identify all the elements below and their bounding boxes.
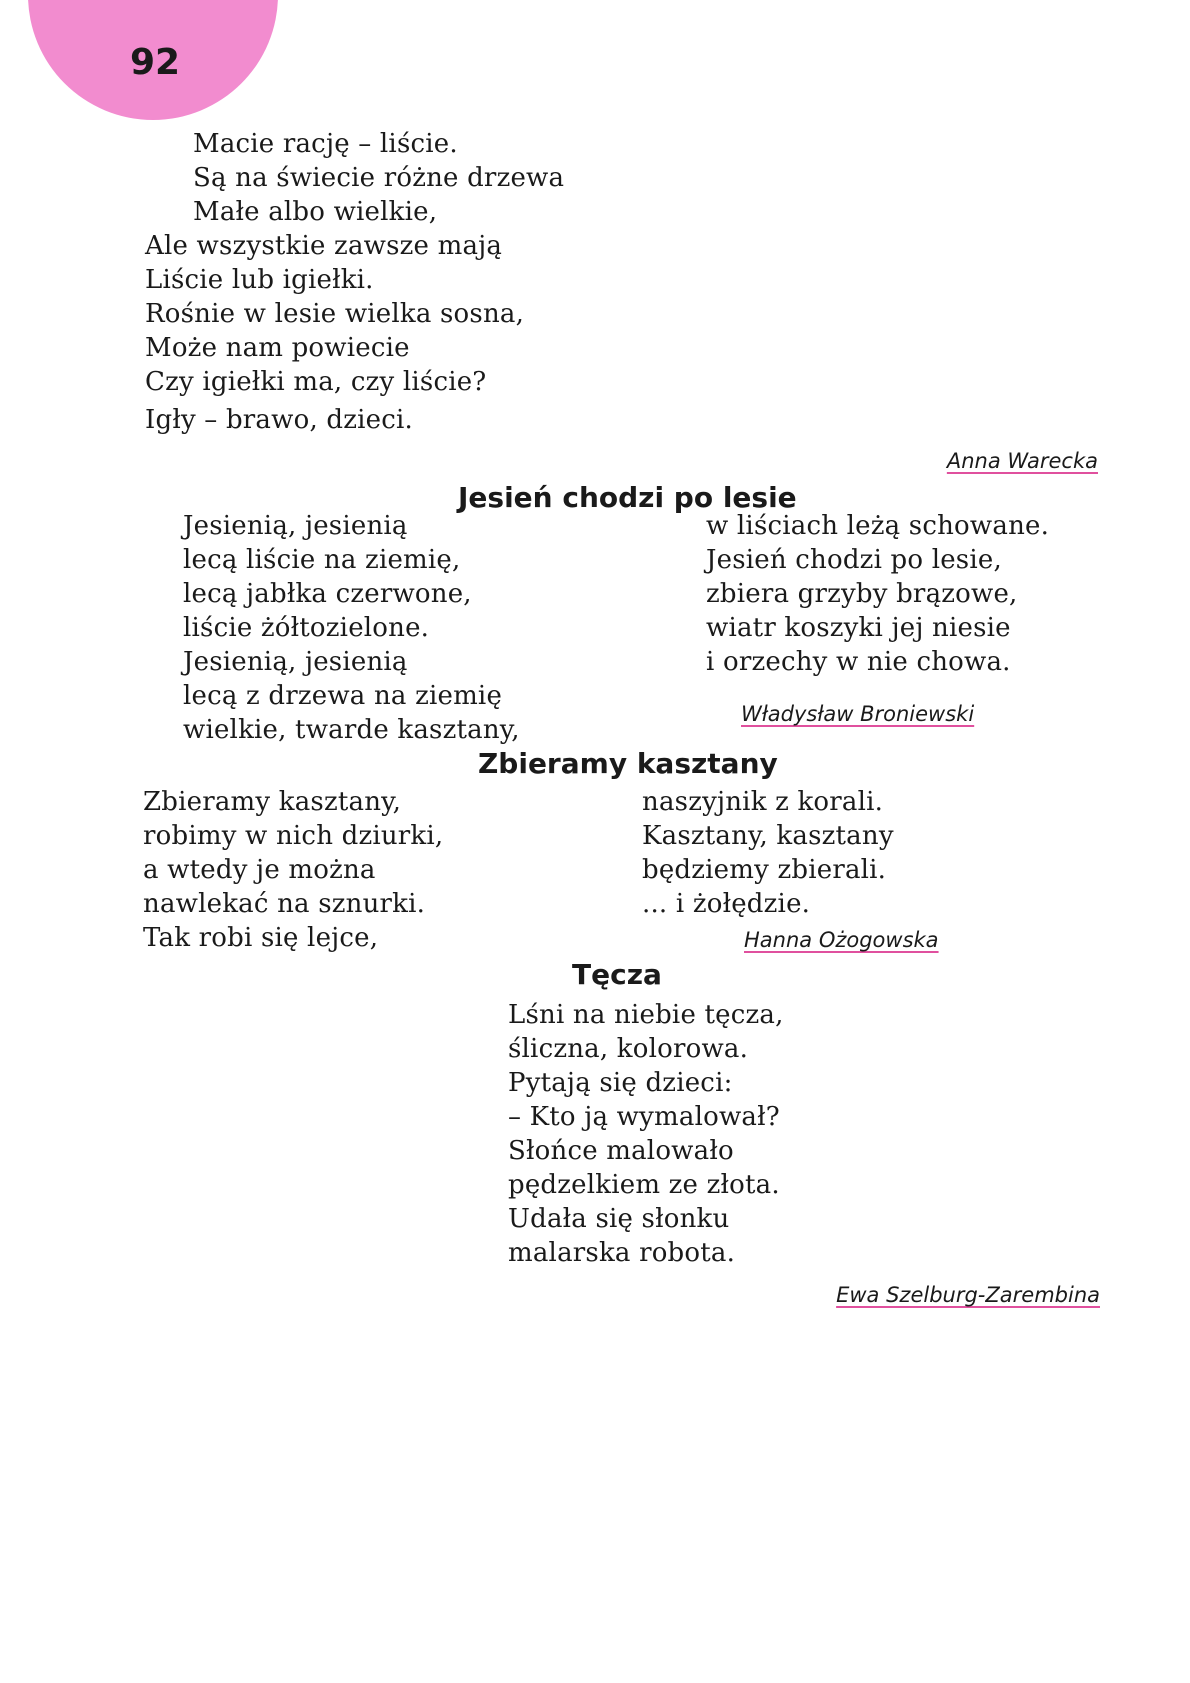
poem1-line: Czy igiełki ma, czy liście? [145, 367, 487, 397]
poem2-left-column [183, 509, 520, 747]
poem3-line: ... i żołędzie. [642, 889, 811, 919]
poem2-line: Jesień chodzi po lesie, [706, 545, 1002, 575]
poem2-line: w liściach leżą schowane. [706, 511, 1050, 541]
poem4-line: Pytają się dzieci: [508, 1068, 733, 1098]
poem3-line: Zbieramy kasztany, [143, 787, 402, 817]
poem2-line: liście żółtozielone. [183, 613, 430, 643]
poem3-line: robimy w nich dziurki, [143, 821, 444, 851]
poem1-line: Ale wszystkie zawsze mają [145, 231, 503, 261]
poem4-line: Lśni na niebie tęcza, [508, 1000, 784, 1030]
poem4-title: Tęcza [572, 958, 662, 991]
page-number: 92 [130, 42, 181, 83]
poem4-line: śliczna, kolorowa. [508, 1034, 749, 1064]
poem3-left-column [143, 785, 443, 955]
poem3-line: nawlekać na sznurki. [143, 889, 426, 919]
poem2-line: i orzechy w nie chowa. [706, 647, 1011, 677]
poem2-title: Jesień chodzi po lesie [458, 481, 797, 514]
poem1-line: Igły – brawo, dzieci. [145, 405, 413, 435]
poem1-verse [145, 127, 564, 437]
poem3-line: a wtedy je można [143, 855, 376, 885]
poem2-line: lecą z drzewa na ziemię [183, 681, 503, 711]
poem4-line: – Kto ją wymalował? [508, 1102, 780, 1132]
poem4-line: Słońce malowało [508, 1136, 734, 1166]
poem1-line: Liście lub igiełki. [145, 265, 374, 295]
poem2-line: wiatr koszyki jej niesie [706, 613, 1011, 643]
poem2-line: zbiera grzyby brązowe, [706, 579, 1018, 609]
poem4-author: Ewa Szelburg-Zarembina [836, 1283, 1100, 1307]
poem4-line: pędzelkiem ze złota. [508, 1170, 780, 1200]
poem1-author: Anna Warecka [946, 449, 1098, 473]
poem2-right-column [706, 509, 1049, 679]
poem2-line: lecą jabłka czerwone, [183, 579, 472, 609]
poem1-line: Macie rację – liście. [193, 129, 458, 159]
poem2-author: Władysław Broniewski [741, 702, 975, 726]
poem3-line: będziemy zbierali. [642, 855, 887, 885]
poem1-line: Może nam powiecie [145, 333, 410, 363]
poem2-line: wielkie, twarde kasztany, [183, 715, 520, 745]
poem3-line: naszyjnik z korali. [642, 787, 884, 817]
poem3-line: Tak robi się lejce, [143, 923, 379, 953]
poem3-title: Zbieramy kasztany [478, 747, 778, 780]
poem2-line: Jesienią, jesienią [183, 511, 408, 541]
poem3-right-column [642, 785, 894, 921]
poem2-line: Jesienią, jesienią [183, 647, 408, 677]
poem2-line: lecą liście na ziemię, [183, 545, 461, 575]
poem1-line: Są na świecie różne drzewa [193, 163, 565, 193]
poem1-line: Rośnie w lesie wielka sosna, [145, 299, 525, 329]
poem4-line: Udała się słonku [508, 1204, 730, 1234]
poem3-line: Kasztany, kasztany [642, 821, 894, 851]
poem3-author: Hanna Ożogowska [744, 928, 939, 952]
poem4-line: malarska robota. [508, 1238, 736, 1268]
poem1-line: Małe albo wielkie, [193, 197, 438, 227]
poem4-verse [508, 998, 784, 1270]
